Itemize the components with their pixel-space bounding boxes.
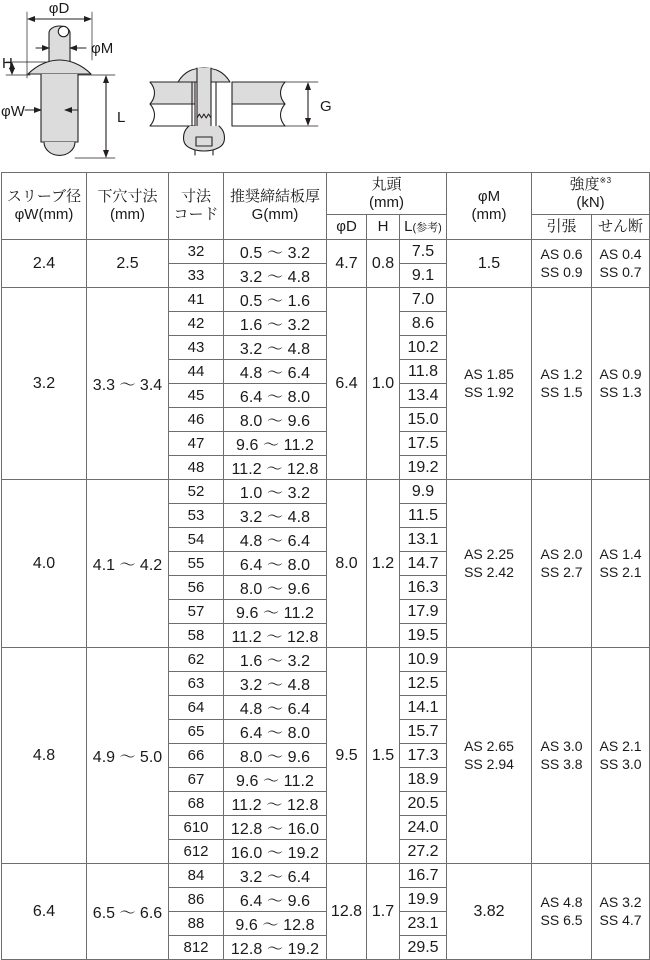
cell-head-length: 17.3 (400, 744, 447, 768)
cell-head-length: 18.9 (400, 768, 447, 792)
cell-size-code: 56 (169, 576, 224, 600)
cell-grip-range: 11.2 ～ 12.8 (224, 792, 327, 816)
cell-sleeve-diameter: 4.0 (2, 480, 87, 648)
cell-size-code: 84 (169, 864, 224, 888)
cell-sleeve-diameter: 2.4 (2, 240, 87, 288)
cell-head-length: 13.4 (400, 384, 447, 408)
header-mandrel-diameter: φM (mm) (447, 173, 532, 240)
cell-grip-range: 9.6 ～ 11.2 (224, 768, 327, 792)
cell-head-length: 12.5 (400, 672, 447, 696)
cell-size-code: 45 (169, 384, 224, 408)
label-mandrel-diameter: φM (91, 40, 114, 57)
header-hole-dimension: 下穴寸法 (mm) (87, 173, 169, 240)
cell-grip-range: 8.0 ～ 9.6 (224, 576, 327, 600)
cell-size-code: 48 (169, 456, 224, 480)
cell-grip-range: 0.5 ～ 3.2 (224, 240, 327, 264)
cell-grip-range: 3.2 ～ 4.8 (224, 672, 327, 696)
cell-mandrel-diameter: AS 2.25 SS 2.42 (447, 480, 532, 648)
cell-head-length: 27.2 (400, 840, 447, 864)
technical-drawing (0, 0, 650, 172)
cell-head-length: 19.5 (400, 624, 447, 648)
cell-shear-strength: AS 0.9 SS 1.3 (592, 288, 650, 480)
cell-head-length: 29.5 (400, 936, 447, 960)
cell-head-length: 19.9 (400, 888, 447, 912)
cell-head-length: 20.5 (400, 792, 447, 816)
header-strength: 強度$^{※3}$ (kN) (532, 173, 650, 215)
cell-head-height: 0.8 (367, 240, 400, 288)
cell-head-length: 17.5 (400, 432, 447, 456)
cell-head-length: 23.1 (400, 912, 447, 936)
cell-size-code: 88 (169, 912, 224, 936)
cell-head-length: 7.0 (400, 288, 447, 312)
cell-hole-dimension: 3.3 ～ 3.4 (87, 288, 169, 480)
table-body (2, 240, 650, 960)
cell-grip-range: 11.2 ～ 12.8 (224, 456, 327, 480)
cell-head-length: 11.8 (400, 360, 447, 384)
cell-head-length: 24.0 (400, 816, 447, 840)
cell-grip-range: 3.2 ～ 4.8 (224, 504, 327, 528)
cell-head-length: 9.1 (400, 264, 447, 288)
cell-head-length: 15.7 (400, 720, 447, 744)
cell-grip-range: 6.4 ～ 8.0 (224, 720, 327, 744)
cell-head-diameter: 6.4 (327, 288, 367, 480)
cell-shear-strength: AS 3.2 SS 4.7 (592, 864, 650, 960)
cell-sleeve-diameter: 6.4 (2, 864, 87, 960)
cell-head-height: 1.0 (367, 288, 400, 480)
cell-size-code: 43 (169, 336, 224, 360)
cell-head-height: 1.7 (367, 864, 400, 960)
cell-size-code: 33 (169, 264, 224, 288)
header-shear: せん断 (592, 215, 650, 240)
cell-head-diameter: 4.7 (327, 240, 367, 288)
cell-size-code: 65 (169, 720, 224, 744)
cell-grip-range: 0.5 ～ 1.6 (224, 288, 327, 312)
cell-size-code: 42 (169, 312, 224, 336)
cell-size-code: 64 (169, 696, 224, 720)
rivet-dimension-drawing (0, 0, 650, 172)
cell-size-code: 62 (169, 648, 224, 672)
cell-head-length: 8.6 (400, 312, 447, 336)
label-sleeve-diameter: φW (1, 103, 25, 120)
header-head-length: L(参考) (400, 215, 447, 240)
rivet-spec-table (1, 172, 650, 960)
table-row (2, 288, 650, 312)
cell-head-length: 17.9 (400, 600, 447, 624)
cell-head-length: 16.3 (400, 576, 447, 600)
cell-hole-dimension: 6.5 ～ 6.6 (87, 864, 169, 960)
header-head-height: H (367, 215, 400, 240)
cell-head-length: 15.0 (400, 408, 447, 432)
header-strength-note: ※3 (599, 176, 612, 185)
cell-grip-range: 12.8 ～ 16.0 (224, 816, 327, 840)
label-flange-diameter: φD (48, 0, 70, 17)
cell-size-code: 46 (169, 408, 224, 432)
cell-size-code: 54 (169, 528, 224, 552)
cell-size-code: 41 (169, 288, 224, 312)
cell-head-height: 1.5 (367, 648, 400, 864)
cell-tensile-strength: AS 3.0 SS 3.8 (532, 648, 592, 864)
cell-grip-range: 8.0 ～ 9.6 (224, 408, 327, 432)
header-tensile: 引張 (532, 215, 592, 240)
cell-head-length: 14.7 (400, 552, 447, 576)
cell-grip-range: 6.4 ～ 8.0 (224, 552, 327, 576)
cell-head-length: 10.9 (400, 648, 447, 672)
table-row (2, 480, 650, 504)
cell-grip-range: 6.4 ～ 8.0 (224, 384, 327, 408)
cell-grip-range: 4.8 ～ 6.4 (224, 528, 327, 552)
cell-head-length: 7.5 (400, 240, 447, 264)
cell-hole-dimension: 4.9 ～ 5.0 (87, 648, 169, 864)
cell-grip-range: 16.0 ～ 19.2 (224, 840, 327, 864)
cell-mandrel-diameter: AS 1.85 SS 1.92 (447, 288, 532, 480)
cell-size-code: 53 (169, 504, 224, 528)
cell-grip-range: 11.2 ～ 12.8 (224, 624, 327, 648)
cell-size-code: 66 (169, 744, 224, 768)
table-row (2, 240, 650, 264)
cell-size-code: 612 (169, 840, 224, 864)
cell-head-length: 16.7 (400, 864, 447, 888)
cell-tensile-strength: AS 1.2 SS 1.5 (532, 288, 592, 480)
cell-mandrel-diameter: 3.82 (447, 864, 532, 960)
cell-hole-dimension: 2.5 (87, 240, 169, 288)
header-grip-range: 推奨締結板厚 G(mm) (224, 173, 327, 240)
cell-size-code: 44 (169, 360, 224, 384)
label-head-height: H (2, 55, 13, 72)
cell-grip-range: 1.6 ～ 3.2 (224, 648, 327, 672)
cell-sleeve-diameter: 4.8 (2, 648, 87, 864)
cell-mandrel-diameter: AS 2.65 SS 2.94 (447, 648, 532, 864)
cell-size-code: 32 (169, 240, 224, 264)
cell-grip-range: 12.8 ～ 19.2 (224, 936, 327, 960)
cell-grip-range: 3.2 ～ 4.8 (224, 336, 327, 360)
table-row (2, 648, 650, 672)
cell-shear-strength: AS 0.4 SS 0.7 (592, 240, 650, 288)
cell-size-code: 63 (169, 672, 224, 696)
cell-grip-range: 4.8 ～ 6.4 (224, 360, 327, 384)
cell-head-diameter: 8.0 (327, 480, 367, 648)
cell-grip-range: 1.6 ～ 3.2 (224, 312, 327, 336)
cell-head-length: 11.5 (400, 504, 447, 528)
cell-grip-range: 4.8 ～ 6.4 (224, 696, 327, 720)
cell-grip-range: 9.6 ～ 11.2 (224, 600, 327, 624)
cell-grip-range: 9.6 ～ 11.2 (224, 432, 327, 456)
header-head-diameter: φD (327, 215, 367, 240)
cell-grip-range: 8.0 ～ 9.6 (224, 744, 327, 768)
cell-tensile-strength: AS 4.8 SS 6.5 (532, 864, 592, 960)
cell-size-code: 610 (169, 816, 224, 840)
cell-size-code: 52 (169, 480, 224, 504)
cell-sleeve-diameter: 3.2 (2, 288, 87, 480)
cell-grip-range: 9.6 ～ 12.8 (224, 912, 327, 936)
cell-size-code: 86 (169, 888, 224, 912)
cell-size-code: 68 (169, 792, 224, 816)
cell-head-diameter: 9.5 (327, 648, 367, 864)
header-round-head: 丸頭 (mm) (327, 173, 447, 215)
header-sleeve-diameter: スリーブ径 φW(mm) (2, 173, 87, 240)
label-rivet-length: L (117, 109, 126, 126)
cell-size-code: 812 (169, 936, 224, 960)
cell-size-code: 47 (169, 432, 224, 456)
table-header (2, 173, 650, 240)
cell-hole-dimension: 4.1 ～ 4.2 (87, 480, 169, 648)
cell-head-length: 19.2 (400, 456, 447, 480)
cell-grip-range: 1.0 ～ 3.2 (224, 480, 327, 504)
cell-grip-range: 3.2 ～ 6.4 (224, 864, 327, 888)
cell-head-length: 10.2 (400, 336, 447, 360)
cell-grip-range: 6.4 ～ 9.6 (224, 888, 327, 912)
cell-tensile-strength: AS 0.6 SS 0.9 (532, 240, 592, 288)
cell-head-height: 1.2 (367, 480, 400, 648)
cell-size-code: 67 (169, 768, 224, 792)
table-row (2, 864, 650, 888)
label-grip-range: G (320, 98, 332, 115)
cell-mandrel-diameter: 1.5 (447, 240, 532, 288)
cell-head-length: 9.9 (400, 480, 447, 504)
cell-shear-strength: AS 1.4 SS 2.1 (592, 480, 650, 648)
cell-grip-range: 3.2 ～ 4.8 (224, 264, 327, 288)
cell-head-diameter: 12.8 (327, 864, 367, 960)
cell-head-length: 14.1 (400, 696, 447, 720)
cell-size-code: 55 (169, 552, 224, 576)
cell-tensile-strength: AS 2.0 SS 2.7 (532, 480, 592, 648)
cell-shear-strength: AS 2.1 SS 3.0 (592, 648, 650, 864)
header-size-code: 寸法 コード (169, 173, 224, 240)
cell-size-code: 57 (169, 600, 224, 624)
cell-head-length: 13.1 (400, 528, 447, 552)
cell-size-code: 58 (169, 624, 224, 648)
